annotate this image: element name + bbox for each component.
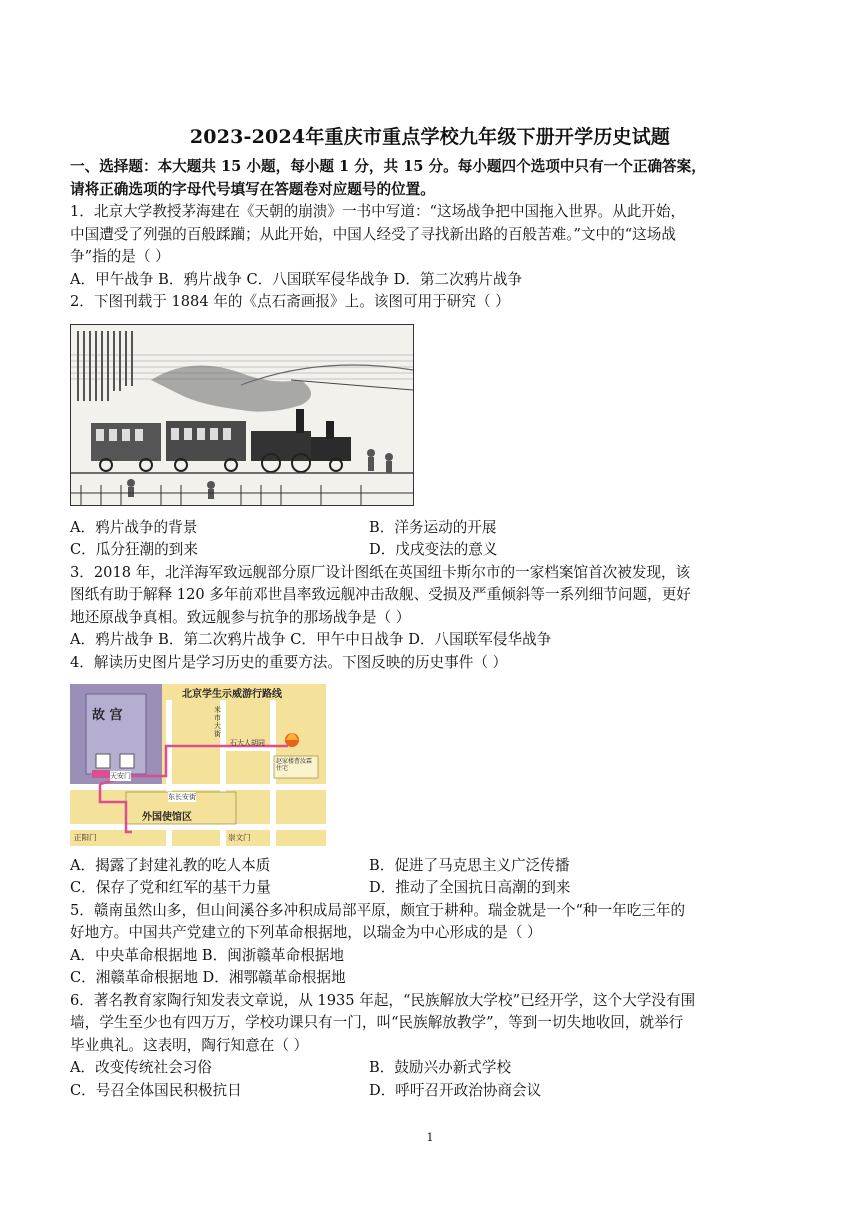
q6-option-c: C．号召全体国民积极抗日 (70, 1082, 242, 1099)
map-label-dongchangan: 东长安街 (168, 793, 196, 801)
map-label-chongwenmen: 崇文门 (228, 833, 251, 842)
q4-option-c: C．保存了党和红军的基干力量 (70, 879, 271, 896)
q6-stem-line-1: 6．著名教育家陶行知发表文章说，从 1935 年起，“民族解放大学校”已经开学，这个大学没有围 (70, 992, 696, 1009)
q4-stem: 4．解读历史图片是学习历史的重要方法。下图反映的历史事件（ ） (70, 654, 508, 671)
train-engraving-illustration (71, 325, 413, 505)
map-title: 北京学生示威游行路线 (182, 689, 282, 700)
q1-stem-line-2: 中国遭受了列强的百般蹂躏；从此开始，中国人经受了寻找新出路的百般苦难。”文中的“这场战 (70, 226, 676, 243)
q2-option-b: B．洋务运动的开展 (369, 519, 497, 536)
map-label-zhengyangmen: 正阳门 (74, 833, 97, 842)
q5-options-ab: A．中央革命根据地 B．闽浙赣革命根据地 (70, 947, 344, 964)
q4-option-d: D．推动了全国抗日高潮的到来 (369, 879, 571, 896)
exam-title: 2023-2024年重庆市重点学校九年级下册开学历史试题 (189, 126, 671, 148)
map-label-street: 米市大街 (214, 706, 221, 738)
section-heading-line-2: 请将正确选项的字母代号填写在答题卷对应题号的位置。 (70, 181, 435, 198)
q6-option-a: A．改变传统社会习俗 (70, 1059, 212, 1076)
q2-option-d: D．戊戌变法的意义 (369, 541, 498, 558)
q2-stem: 2．下图刊载于 1884 年的《点石斋画报》上。该图可用于研究（ ） (70, 293, 510, 310)
q6-option-b: B．鼓励兴办新式学校 (369, 1059, 512, 1076)
q3-stem-line-2: 图纸有助于解释 120 多年前邓世昌率致远舰冲击敌舰、受损及严重倾斜等一系列细节问题，更好 (70, 586, 691, 603)
q5-options-cd: C．湘赣革命根据地 D．湘鄂赣革命根据地 (70, 969, 346, 986)
q6-stem-line-3: 毕业典礼。这表明，陶行知意在（ ） (70, 1037, 309, 1054)
q6-stem-line-2: 墙，学生至少也有四万万，学校功课只有一门，叫“民族解放教学”，等到一切失地收回，就举行 (70, 1014, 684, 1031)
q1-stem-line-3: 争”指的是（ ） (70, 248, 170, 265)
beijing-march-map (70, 684, 326, 846)
page-number: 1 (426, 1131, 434, 1144)
q3-stem-line-3: 地还原战争真相。致远舰参与抗争的那场战争是（ ） (70, 609, 411, 626)
section-heading-line-1: 一、选择题：本大题共 15 小题，每小题 1 分，共 15 分。每小题四个选项中只有一个正确答案， (70, 158, 706, 175)
map-label-hutong: 石大人胡同 (230, 739, 265, 747)
q1-stem-line-1: 1．北京大学教授茅海建在《天朝的崩溃》一书中写道：“这场战争把中国拖入世界。从此开始， (70, 203, 686, 220)
map-label-house: 赵家楼曹汝霖住宅 (276, 758, 313, 772)
q2-option-c: C．瓜分狂潮的到来 (70, 541, 198, 558)
q3-options: A．鸦片战争 B．第二次鸦片战争 C．甲午中日战争 D．八国联军侵华战争 (70, 631, 552, 648)
q4-option-a: A．揭露了封建礼教的吃人本质 (70, 857, 271, 874)
q2-option-a: A．鸦片战争的背景 (70, 519, 198, 536)
q3-stem-line-1: 3．2018 年，北洋海军致远舰部分原厂设计图纸在英国纽卡斯尔市的一家档案馆首次被发现，该 (70, 564, 691, 581)
map-label-palace: 故 宫 (92, 708, 123, 723)
map-label-legation: 外国使馆区 (142, 812, 192, 823)
q5-stem-line-2: 好地方。中国共产党建立的下列革命根据地，以瑞金为中心形成的是（ ） (70, 924, 542, 941)
q6-option-d: D．呼吁召开政治协商会议 (369, 1082, 542, 1099)
train-engraving-figure (70, 324, 414, 506)
q1-options: A．甲午战争 B．鸦片战争 C．八国联军侵华战争 D．第二次鸦片战争 (70, 271, 523, 288)
map-label-tiananmen: 天安门 (110, 772, 131, 780)
q5-stem-line-1: 5．赣南虽然山多，但山间溪谷多冲积成局部平原，颇宜于耕种。瑞金就是一个“种一年吃三年的 (70, 902, 686, 919)
q4-option-b: B．促进了马克思主义广泛传播 (369, 857, 570, 874)
